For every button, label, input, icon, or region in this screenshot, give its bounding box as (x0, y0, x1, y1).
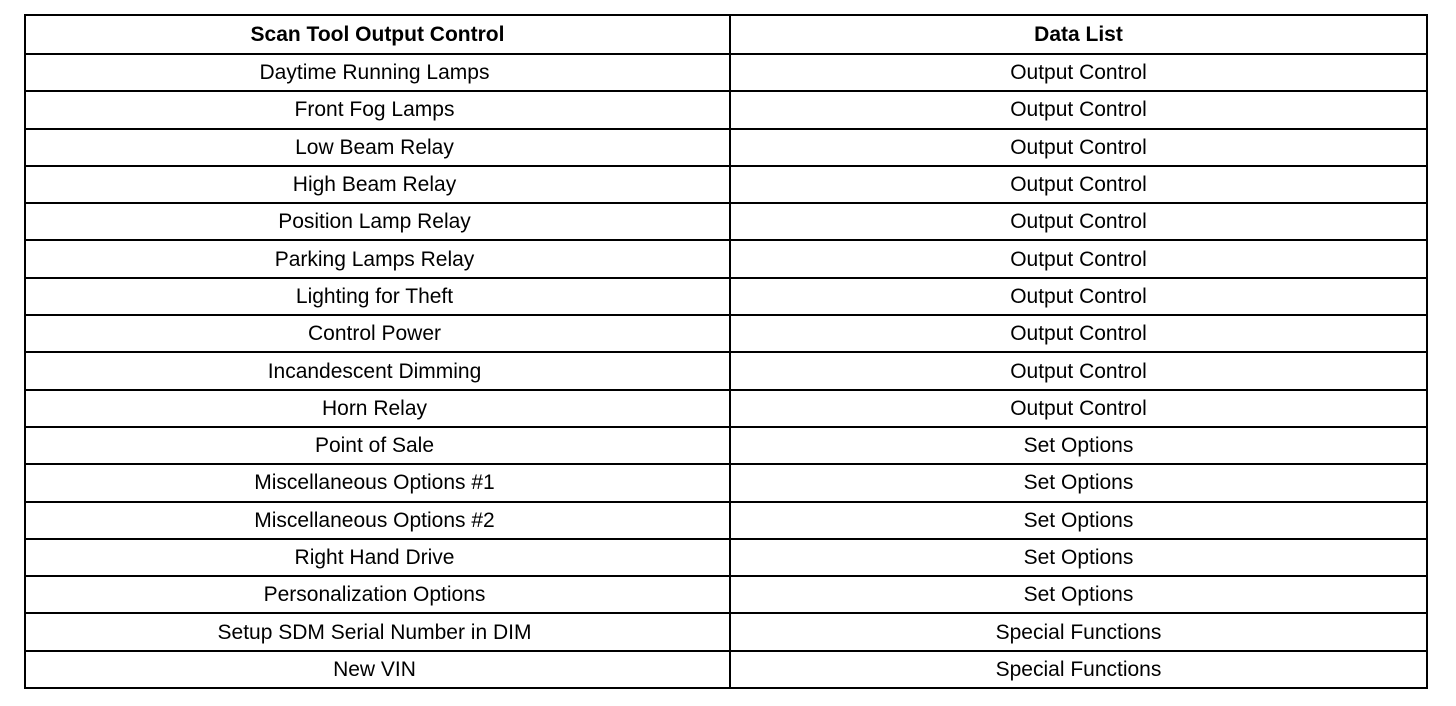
table-header-row (25, 15, 1427, 54)
data-list-cell: Set Options (730, 427, 1427, 464)
output-control-cell: New VIN (25, 651, 730, 688)
output-control-cell: High Beam Relay (25, 166, 730, 203)
table-row (25, 390, 1427, 427)
output-control-cell: Control Power (25, 315, 730, 352)
table-row (25, 502, 1427, 539)
output-control-cell: Point of Sale (25, 427, 730, 464)
table-row (25, 352, 1427, 389)
data-list-cell: Output Control (730, 54, 1427, 91)
data-list-cell: Output Control (730, 315, 1427, 352)
table-row (25, 240, 1427, 277)
output-control-table (24, 14, 1428, 689)
table-row (25, 464, 1427, 501)
table-row (25, 576, 1427, 613)
data-list-cell: Set Options (730, 464, 1427, 501)
table-row (25, 203, 1427, 240)
table-row (25, 278, 1427, 315)
data-list-cell: Special Functions (730, 651, 1427, 688)
output-control-cell: Parking Lamps Relay (25, 240, 730, 277)
output-control-cell: Lighting for Theft (25, 278, 730, 315)
data-list-cell: Set Options (730, 539, 1427, 576)
output-control-cell: Setup SDM Serial Number in DIM (25, 613, 730, 650)
column-header-scan-tool-output-control: Scan Tool Output Control (25, 15, 730, 54)
table-row (25, 54, 1427, 91)
data-list-cell: Output Control (730, 240, 1427, 277)
data-list-cell: Set Options (730, 502, 1427, 539)
table-row (25, 613, 1427, 650)
data-list-cell: Output Control (730, 91, 1427, 128)
data-list-cell: Output Control (730, 278, 1427, 315)
data-list-cell: Set Options (730, 576, 1427, 613)
data-list-cell: Output Control (730, 352, 1427, 389)
output-control-cell: Incandescent Dimming (25, 352, 730, 389)
output-control-cell: Daytime Running Lamps (25, 54, 730, 91)
output-control-cell: Low Beam Relay (25, 129, 730, 166)
output-control-table-container (24, 14, 1426, 689)
output-control-cell: Horn Relay (25, 390, 730, 427)
table-row (25, 91, 1427, 128)
data-list-cell: Output Control (730, 390, 1427, 427)
table-row (25, 651, 1427, 688)
table-row (25, 427, 1427, 464)
output-control-cell: Miscellaneous Options #2 (25, 502, 730, 539)
data-list-cell: Output Control (730, 203, 1427, 240)
output-control-cell: Miscellaneous Options #1 (25, 464, 730, 501)
table-row (25, 315, 1427, 352)
table-row (25, 166, 1427, 203)
output-control-cell: Right Hand Drive (25, 539, 730, 576)
data-list-cell: Output Control (730, 129, 1427, 166)
table-row (25, 129, 1427, 166)
output-control-cell: Position Lamp Relay (25, 203, 730, 240)
table-row (25, 539, 1427, 576)
column-header-data-list: Data List (730, 15, 1427, 54)
data-list-cell: Special Functions (730, 613, 1427, 650)
data-list-cell: Output Control (730, 166, 1427, 203)
output-control-cell: Personalization Options (25, 576, 730, 613)
output-control-cell: Front Fog Lamps (25, 91, 730, 128)
